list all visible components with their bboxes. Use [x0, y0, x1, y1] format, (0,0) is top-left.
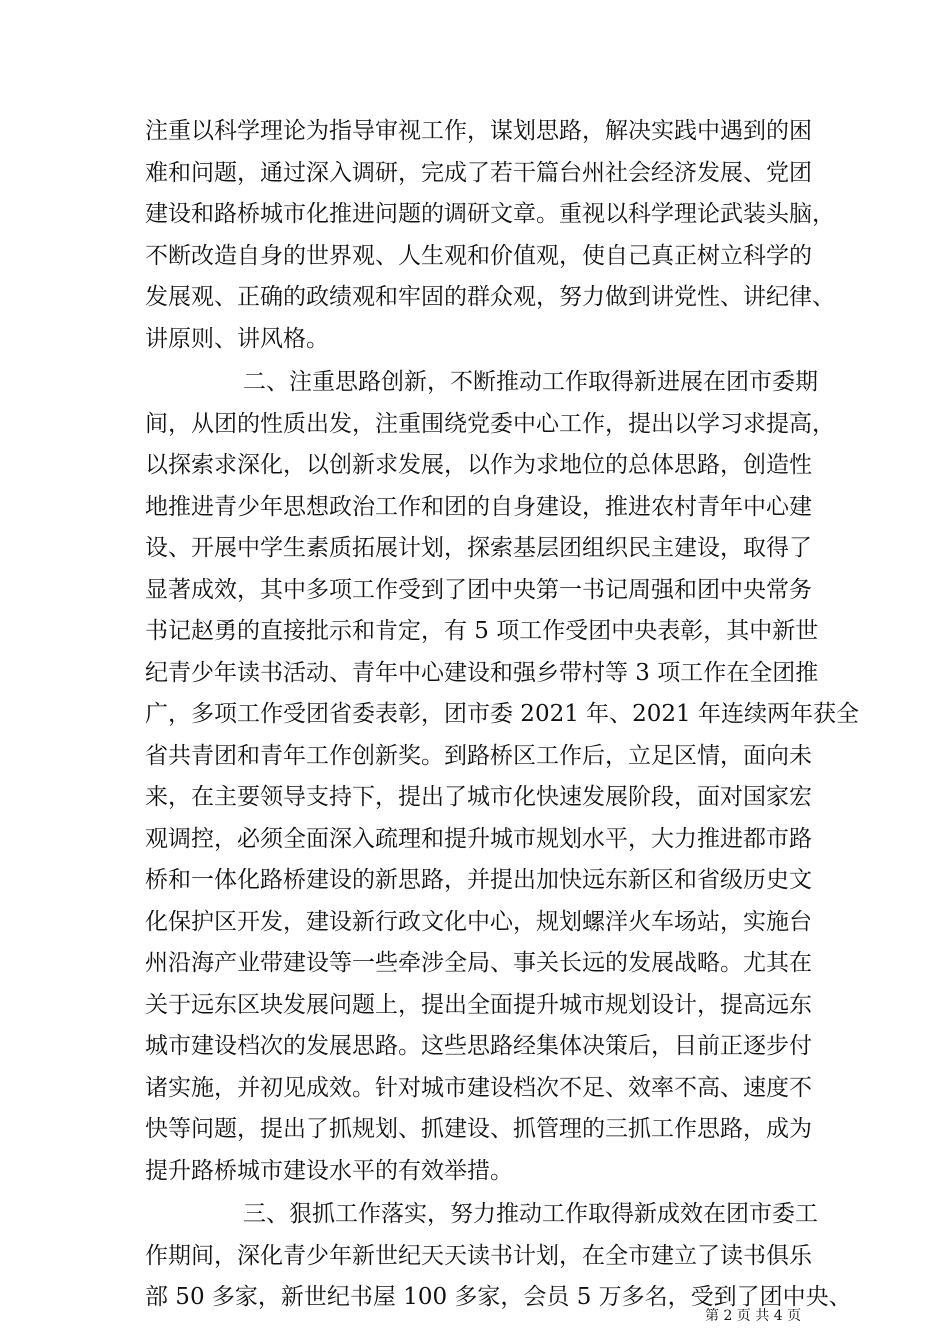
text-line: 间，从团的性质出发，注重围绕党委中心工作，提出以学习求提高，	[145, 410, 835, 437]
section-heading-line: 二、注重思路创新，不断推动工作取得新进展在团市委期	[243, 369, 818, 395]
text-line: 诸实施，并初见成效。针对城市建设档次不足、效率不高、速度不	[145, 1074, 812, 1101]
page-number: 第 2 页 共 4 页	[705, 1308, 802, 1324]
text-line: 地推进青少年思想政治工作和团的自身建设，推进农村青年中心建	[145, 493, 812, 520]
text-line: 城市建设档次的发展思路。这些思路经集体决策后，目前正逐步付	[145, 1033, 812, 1059]
text-line: 部 50 多家，新世纪书屋 100 多家，会员 5 万多名，受到了团中央、	[145, 1284, 852, 1310]
text-line: 讲原则、讲风格。	[145, 325, 329, 352]
text-line: 州沿海产业带建设等一些牵涉全局、事关长远的发展战略。尤其在	[145, 950, 812, 976]
text-line: 设、开展中学生素质拓展计划，探索基层团组织民主建设，取得了	[145, 535, 812, 561]
text-line: 化保护区开发，建设新行政文化中心，规划螺洋火车场站，实施台	[145, 908, 812, 935]
text-line: 来，在主要领导支持下，提出了城市化快速发展阶段，面对国家宏	[145, 784, 812, 810]
text-line: 以探索求深化，以创新求发展，以作为求地位的总体思路，创造性	[145, 452, 812, 478]
text-line: 难和问题，通过深入调研，完成了若干篇台州社会经济发展、党团	[145, 159, 812, 186]
section-heading-line: 三、狠抓工作落实，努力推动工作取得新成效在团市委工	[243, 1201, 818, 1227]
text-line: 作期间，深化青少年新世纪天天读书计划，在全市建立了读书俱乐	[145, 1242, 812, 1269]
text-line: 快等问题，提出了抓规划、抓建设、抓管理的三抓工作思路，成为	[145, 1116, 812, 1142]
text-line: 广，多项工作受团省委表彰，团市委 2021 年、2021 年连续两年获全	[145, 701, 859, 727]
text-line: 显著成效，其中多项工作受到了团中央第一书记周强和团中央常务	[145, 576, 812, 603]
text-line: 提升路桥城市建设水平的有效举措。	[145, 1157, 513, 1184]
text-line: 纪青少年读书活动、青年中心建设和强乡带村等 3 项工作在全团推	[145, 659, 819, 686]
text-line: 注重以科学理论为指导审视工作，谋划思路，解决实践中遇到的困	[145, 118, 812, 144]
text-line: 桥和一体化路桥建设的新思路，并提出加快远东新区和省级历史文	[145, 867, 812, 893]
text-line: 观调控，必须全面深入疏理和提升城市规划水平，大力推进都市路	[145, 825, 812, 852]
text-line: 不断改造自身的世界观、人生观和价值观，使自己真正树立科学的	[145, 242, 812, 269]
text-line: 关于远东区块发展问题上，提出全面提升城市规划设计，提高远东	[145, 991, 812, 1018]
text-line: 书记赵勇的直接批示和肯定，有 5 项工作受团中央表彰，其中新世	[145, 618, 819, 644]
text-line: 发展观、正确的政绩观和牢固的群众观，努力做到讲党性、讲纪律、	[145, 284, 835, 310]
text-line: 省共青团和青年工作创新奖。到路桥区工作后，立足区情，面向未	[145, 742, 812, 769]
text-line: 建设和路桥城市化推进问题的调研文章。重视以科学理论武装头脑，	[145, 201, 835, 227]
